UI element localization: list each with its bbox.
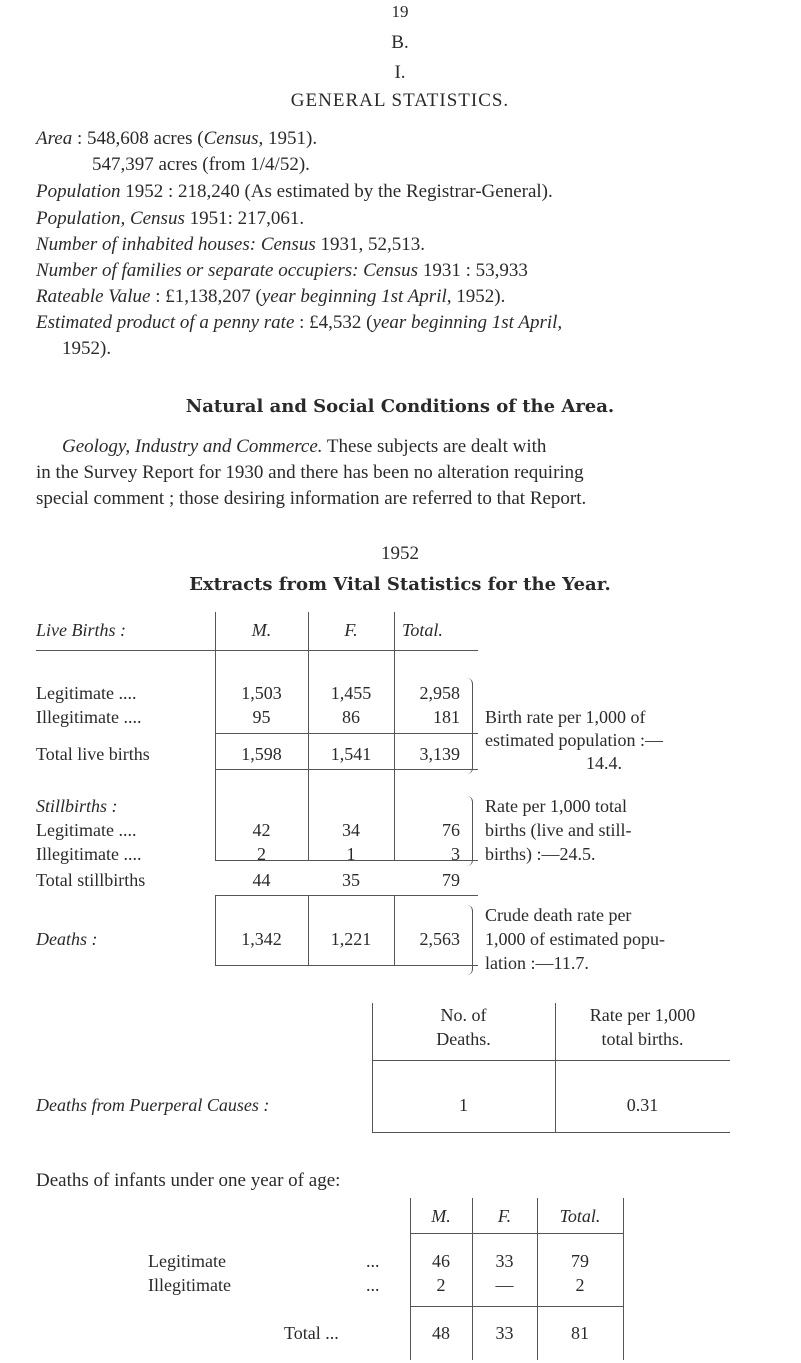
infants-legit-label: Legitimate (148, 1251, 226, 1271)
rateable-end: 1952). (451, 286, 506, 307)
penny-label: Estimated product of a penny rate (36, 312, 295, 333)
infants-legit-dots: ... (366, 1251, 380, 1271)
page-number: 19 (391, 2, 409, 21)
infants-legit-total: 79 (571, 1251, 589, 1271)
houses-line (36, 234, 425, 256)
still-legitimate-m: 42 (252, 820, 271, 840)
total-still-m: 44 (252, 870, 271, 890)
still-illegitimate-total: 3 (451, 844, 460, 864)
infants-header-f: F. (497, 1206, 512, 1226)
puerperal-col2-line1: Rate per 1,000 (589, 1005, 696, 1025)
still-rate-brace (464, 796, 473, 866)
vital-legitimate-label: Legitimate .... (36, 683, 137, 703)
vital-header-total: Total. (402, 620, 443, 640)
section-letter: B. (391, 32, 409, 53)
still-illegitimate-f: 1 (346, 844, 356, 864)
deaths-total: 2,563 (419, 929, 460, 949)
birth-rate-note-1: Birth rate per 1,000 of (485, 707, 646, 727)
stillbirths-label: Stillbirths : (36, 796, 118, 816)
vital-header-m: M. (251, 620, 272, 640)
puerperal-header-rule (372, 1060, 730, 1061)
death-rate-note-3: lation :—11.7. (485, 953, 589, 973)
families-label: Number of families or separate occupiers: Census (36, 260, 419, 281)
still-rate-note-1: Rate per 1,000 total (485, 796, 627, 816)
puerperal-rate: 0.31 (626, 1095, 659, 1115)
population-line (36, 181, 553, 203)
area-value-1-end: , 1951). (258, 128, 318, 149)
infants-header-total: Total. (559, 1206, 601, 1226)
houses-value: 1931, 52,513. (315, 234, 425, 255)
total-still-f: 35 (342, 870, 360, 890)
infants-total-f: 33 (495, 1323, 514, 1343)
still-illegitimate-label: Illegitimate .... (36, 844, 142, 864)
infants-total-total: 81 (571, 1323, 589, 1343)
deaths-m: 1,342 (241, 929, 282, 949)
still-legitimate-f: 34 (342, 820, 360, 840)
vital-bottom-rule (215, 965, 478, 966)
still-legitimate-label: Legitimate .... (36, 820, 137, 840)
natural-subject: Geology, Industry and Commerce. (62, 436, 323, 457)
vital-illegitimate-f: 86 (342, 707, 360, 727)
infants-illegit-label: Illegitimate (148, 1275, 231, 1295)
area-line-1 (36, 128, 317, 150)
infants-illegit-dots: ... (366, 1275, 380, 1295)
vital-total-live-m: 1,598 (241, 744, 282, 764)
area-census: Census (203, 128, 259, 149)
vital-legitimate-total: 2,958 (419, 683, 460, 703)
vital-total-live-rule-top (215, 733, 478, 734)
puerperal-col1-line2: Deaths. (436, 1029, 491, 1049)
vital-total-live-label: Total live births (36, 744, 150, 764)
vital-still-rule-bottom (215, 895, 478, 896)
birth-rate-brace (464, 678, 473, 774)
puerperal-col2-line2: total births. (601, 1029, 684, 1049)
vital-illegitimate-total: 181 (433, 707, 460, 727)
houses-label: Number of inhabited houses: Census (36, 234, 316, 255)
vital-header-f: F. (344, 620, 358, 640)
vital-year: 1952 (381, 543, 419, 564)
birth-rate-note-2: estimated population :— (485, 730, 663, 750)
population-census-label: Population, Census (36, 208, 185, 229)
still-legitimate-total: 76 (442, 820, 460, 840)
infants-illegit-f: — (495, 1275, 514, 1295)
infants-illegit-total: 2 (575, 1275, 585, 1295)
puerperal-col1-line1: No. of (440, 1005, 487, 1025)
total-still-label: Total stillbirths (36, 870, 146, 890)
area-value-1: 548,608 acres ( (87, 128, 204, 149)
still-illegitimate-m: 2 (257, 844, 266, 864)
rateable-line (36, 286, 505, 308)
vital-legitimate-m: 1,503 (241, 683, 282, 703)
population-value: 1952 : 218,240 (As estimated by the Registrar-General). (120, 181, 553, 202)
death-rate-note-2: 1,000 of estimated popu- (485, 929, 665, 949)
infants-header-m: M. (431, 1206, 451, 1226)
page-title: GENERAL STATISTICS. (290, 90, 510, 111)
vital-illegitimate-label: Illegitimate .... (36, 707, 142, 727)
population-census-value: 1951: 217,061. (184, 208, 305, 229)
infants-total-label: Total ... (284, 1323, 339, 1343)
penny-end: 1952). (62, 338, 112, 359)
live-births-label: Live Births : (36, 620, 126, 640)
section-roman: I. (394, 62, 406, 83)
natural-line-3: special comment ; those desiring information are referred to that Report. (36, 488, 587, 509)
vital-total-live-total: 3,139 (419, 744, 460, 764)
vital-legitimate-f: 1,455 (330, 683, 372, 703)
natural-line-2: in the Survey Report for 1930 and there has been no alteration requiring (36, 462, 584, 483)
rateable-value: : £1,138,207 ( (150, 286, 262, 307)
infants-divider-4 (623, 1198, 624, 1360)
infants-legit-f: 33 (495, 1251, 514, 1271)
infants-illegit-m: 2 (436, 1275, 446, 1295)
puerperal-deaths: 1 (459, 1095, 468, 1115)
rateable-label: Rateable Value (36, 286, 151, 307)
infants-intro: Deaths of infants under one year of age: (36, 1170, 341, 1191)
total-still-total: 79 (442, 870, 460, 890)
area-label: Area (36, 128, 73, 149)
population-label: Population (36, 181, 121, 202)
infants-legit-m: 46 (432, 1251, 450, 1271)
families-value: 1931 : 53,933 (418, 260, 528, 281)
death-rate-note-1: Crude death rate per (485, 905, 632, 925)
area-line-2: 547,397 acres (from 1/4/52). (92, 154, 310, 175)
penny-line (36, 312, 562, 334)
still-rate-note-2: births (live and still- (485, 820, 632, 840)
infants-total-rule (410, 1306, 623, 1307)
penny-year: year beginning 1st April, (372, 312, 563, 333)
puerperal-label: Deaths from Puerperal Causes : (36, 1095, 270, 1115)
still-rate-note-3: births) :—24.5. (485, 844, 596, 864)
natural-line-1-rest: These subjects are dealt with (322, 436, 547, 457)
death-rate-brace (464, 905, 473, 975)
infants-header-rule (410, 1233, 623, 1234)
infants-total-m: 48 (432, 1323, 450, 1343)
deaths-f: 1,221 (330, 929, 372, 949)
deaths-label: Deaths : (36, 929, 98, 949)
families-line (36, 260, 528, 282)
natural-heading: Natural and Social Conditions of the Area. (185, 396, 615, 417)
vital-illegitimate-m: 95 (252, 707, 271, 727)
birth-rate-note-3: 14.4. (586, 753, 622, 773)
vital-header-rule (36, 650, 478, 651)
penny-value: : £4,532 ( (294, 312, 373, 333)
vital-total-live-f: 1,541 (330, 744, 372, 764)
population-census-line (36, 208, 304, 230)
area-colon: : (76, 128, 83, 149)
vital-heading: Extracts from Vital Statistics for the Year. (189, 574, 611, 595)
puerperal-bottom-rule (372, 1132, 730, 1133)
vital-total-live-rule-bottom (215, 769, 478, 770)
rateable-year: year beginning 1st April, (261, 286, 452, 307)
natural-line-1 (62, 436, 546, 458)
